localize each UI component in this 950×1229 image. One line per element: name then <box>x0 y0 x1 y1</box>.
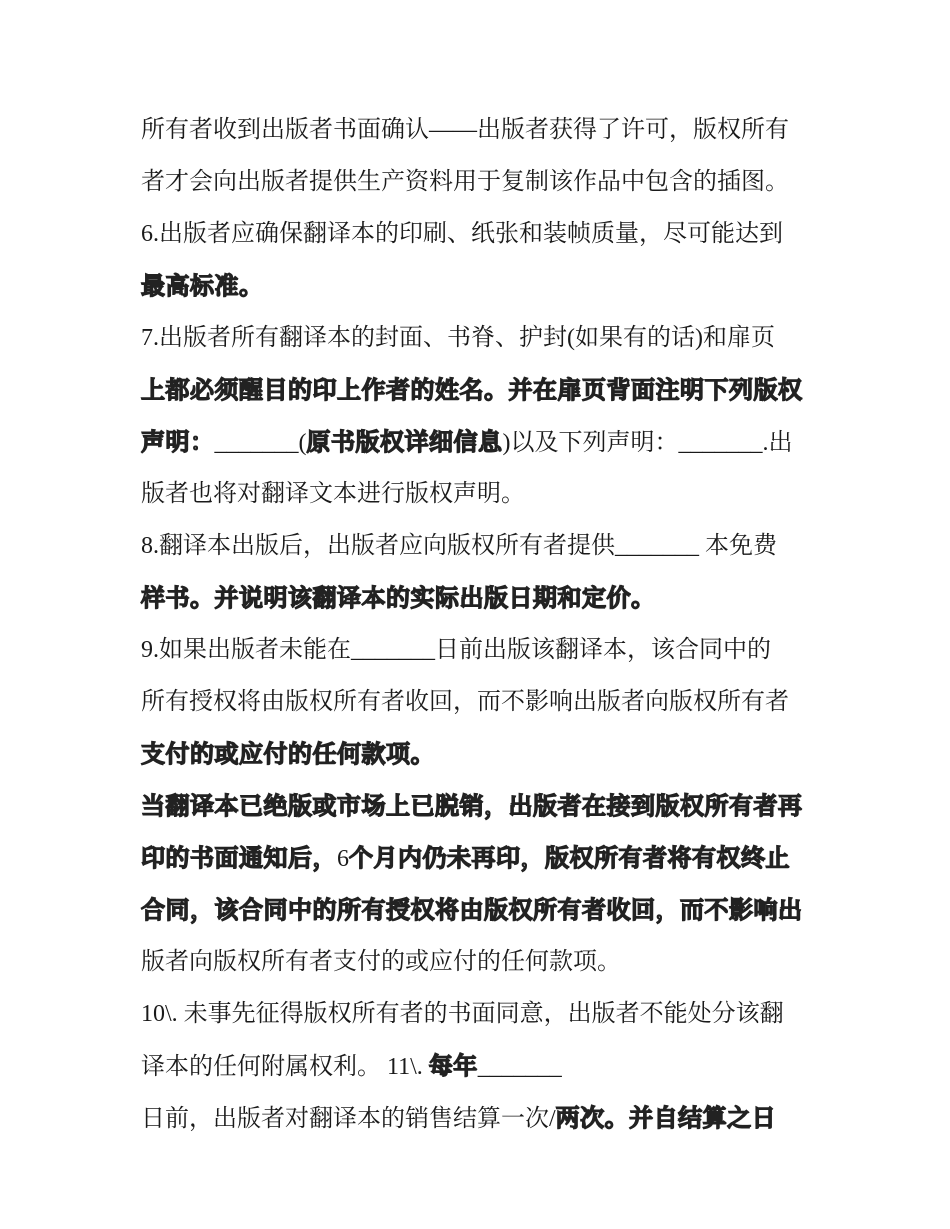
text-line <box>141 786 821 826</box>
text-segment: 7.出版者所有翻译本的封面、书脊、护封(如果有的话)和扉页 <box>141 325 775 351</box>
text-segment: _______( <box>214 430 307 456</box>
text-line <box>141 474 821 514</box>
text-line <box>141 734 821 774</box>
outlined-text-segment: 上都必须醒目的印上作者的姓名。并在扉页背面注明下列版权 <box>141 376 803 404</box>
outlined-text-segment: 样书。并说明该翻译本的实际出版日期和定价。 <box>141 584 656 612</box>
text-segment: 版者向版权所有者支付的或应付的任何款项。 <box>141 949 621 975</box>
text-segment: _______ <box>477 1054 562 1080</box>
outlined-text-segment: 声明： <box>141 428 215 456</box>
text-segment: 者才会向出版者提供生产资料用于复制该作品中包含的插图。 <box>141 169 789 195</box>
text-line <box>141 890 821 930</box>
outlined-text-segment: 印的书面通知后， <box>141 844 337 872</box>
text-segment: 9.如果出版者未能在_______日前出版该翻译本，该合同中的 <box>141 637 771 663</box>
text-line <box>141 942 821 982</box>
text-line <box>141 526 821 566</box>
text-line <box>141 630 821 670</box>
text-line <box>141 1098 821 1138</box>
text-segment: 日前，出版者对翻译本的销售结算一次/ <box>141 1106 556 1132</box>
outlined-text-segment: 每年 <box>428 1052 478 1080</box>
text-segment: 所有授权将由版权所有者收回，而不影响出版者向版权所有者 <box>141 689 789 715</box>
outlined-text-segment: 最高标准。 <box>141 272 264 300</box>
text-line <box>141 994 821 1034</box>
text-line <box>141 110 821 150</box>
outlined-text-segment: 当翻译本已绝版或市场上已脱销，出版者在接到版权所有者再 <box>141 792 803 820</box>
text-line <box>141 578 821 618</box>
text-segment: 6.出版者应确保翻译本的印刷、纸张和装帧质量，尽可能达到 <box>141 221 783 247</box>
outlined-text-segment: 原书版权详细信息 <box>306 428 503 456</box>
text-segment: 6 <box>337 846 349 872</box>
outlined-text-segment: 支付的或应付的任何款项。 <box>141 740 435 768</box>
text-line <box>141 214 821 254</box>
text-line <box>141 1046 821 1086</box>
text-segment: 版者也将对翻译文本进行版权声明。 <box>141 481 525 507</box>
text-segment: 译本的任何附属权利。 11\. <box>141 1054 429 1080</box>
text-line <box>141 838 821 878</box>
text-line <box>141 162 821 202</box>
outlined-text-segment: 两次。并自结算之日 <box>555 1104 777 1132</box>
outlined-text-segment: 合同，该合同中的所有授权将由版权所有者收回，而不影响出 <box>141 896 803 924</box>
text-line <box>141 370 821 410</box>
text-segment: 8.翻译本出版后，出版者应向版权所有者提供_______ 本免费 <box>141 533 777 559</box>
outlined-text-segment: 个月内仍未再印，版权所有者将有权终止 <box>349 844 790 872</box>
text-line <box>141 682 821 722</box>
text-line <box>141 318 821 358</box>
text-segment: )以及下列声明：_______.出 <box>502 430 793 456</box>
text-line <box>141 422 821 462</box>
text-segment: 10\. 未事先征得版权所有者的书面同意，出版者不能处分该翻 <box>141 1001 784 1027</box>
text-line <box>141 266 821 306</box>
text-segment: 所有者收到出版者书面确认——出版者获得了许可，版权所有 <box>141 117 789 143</box>
